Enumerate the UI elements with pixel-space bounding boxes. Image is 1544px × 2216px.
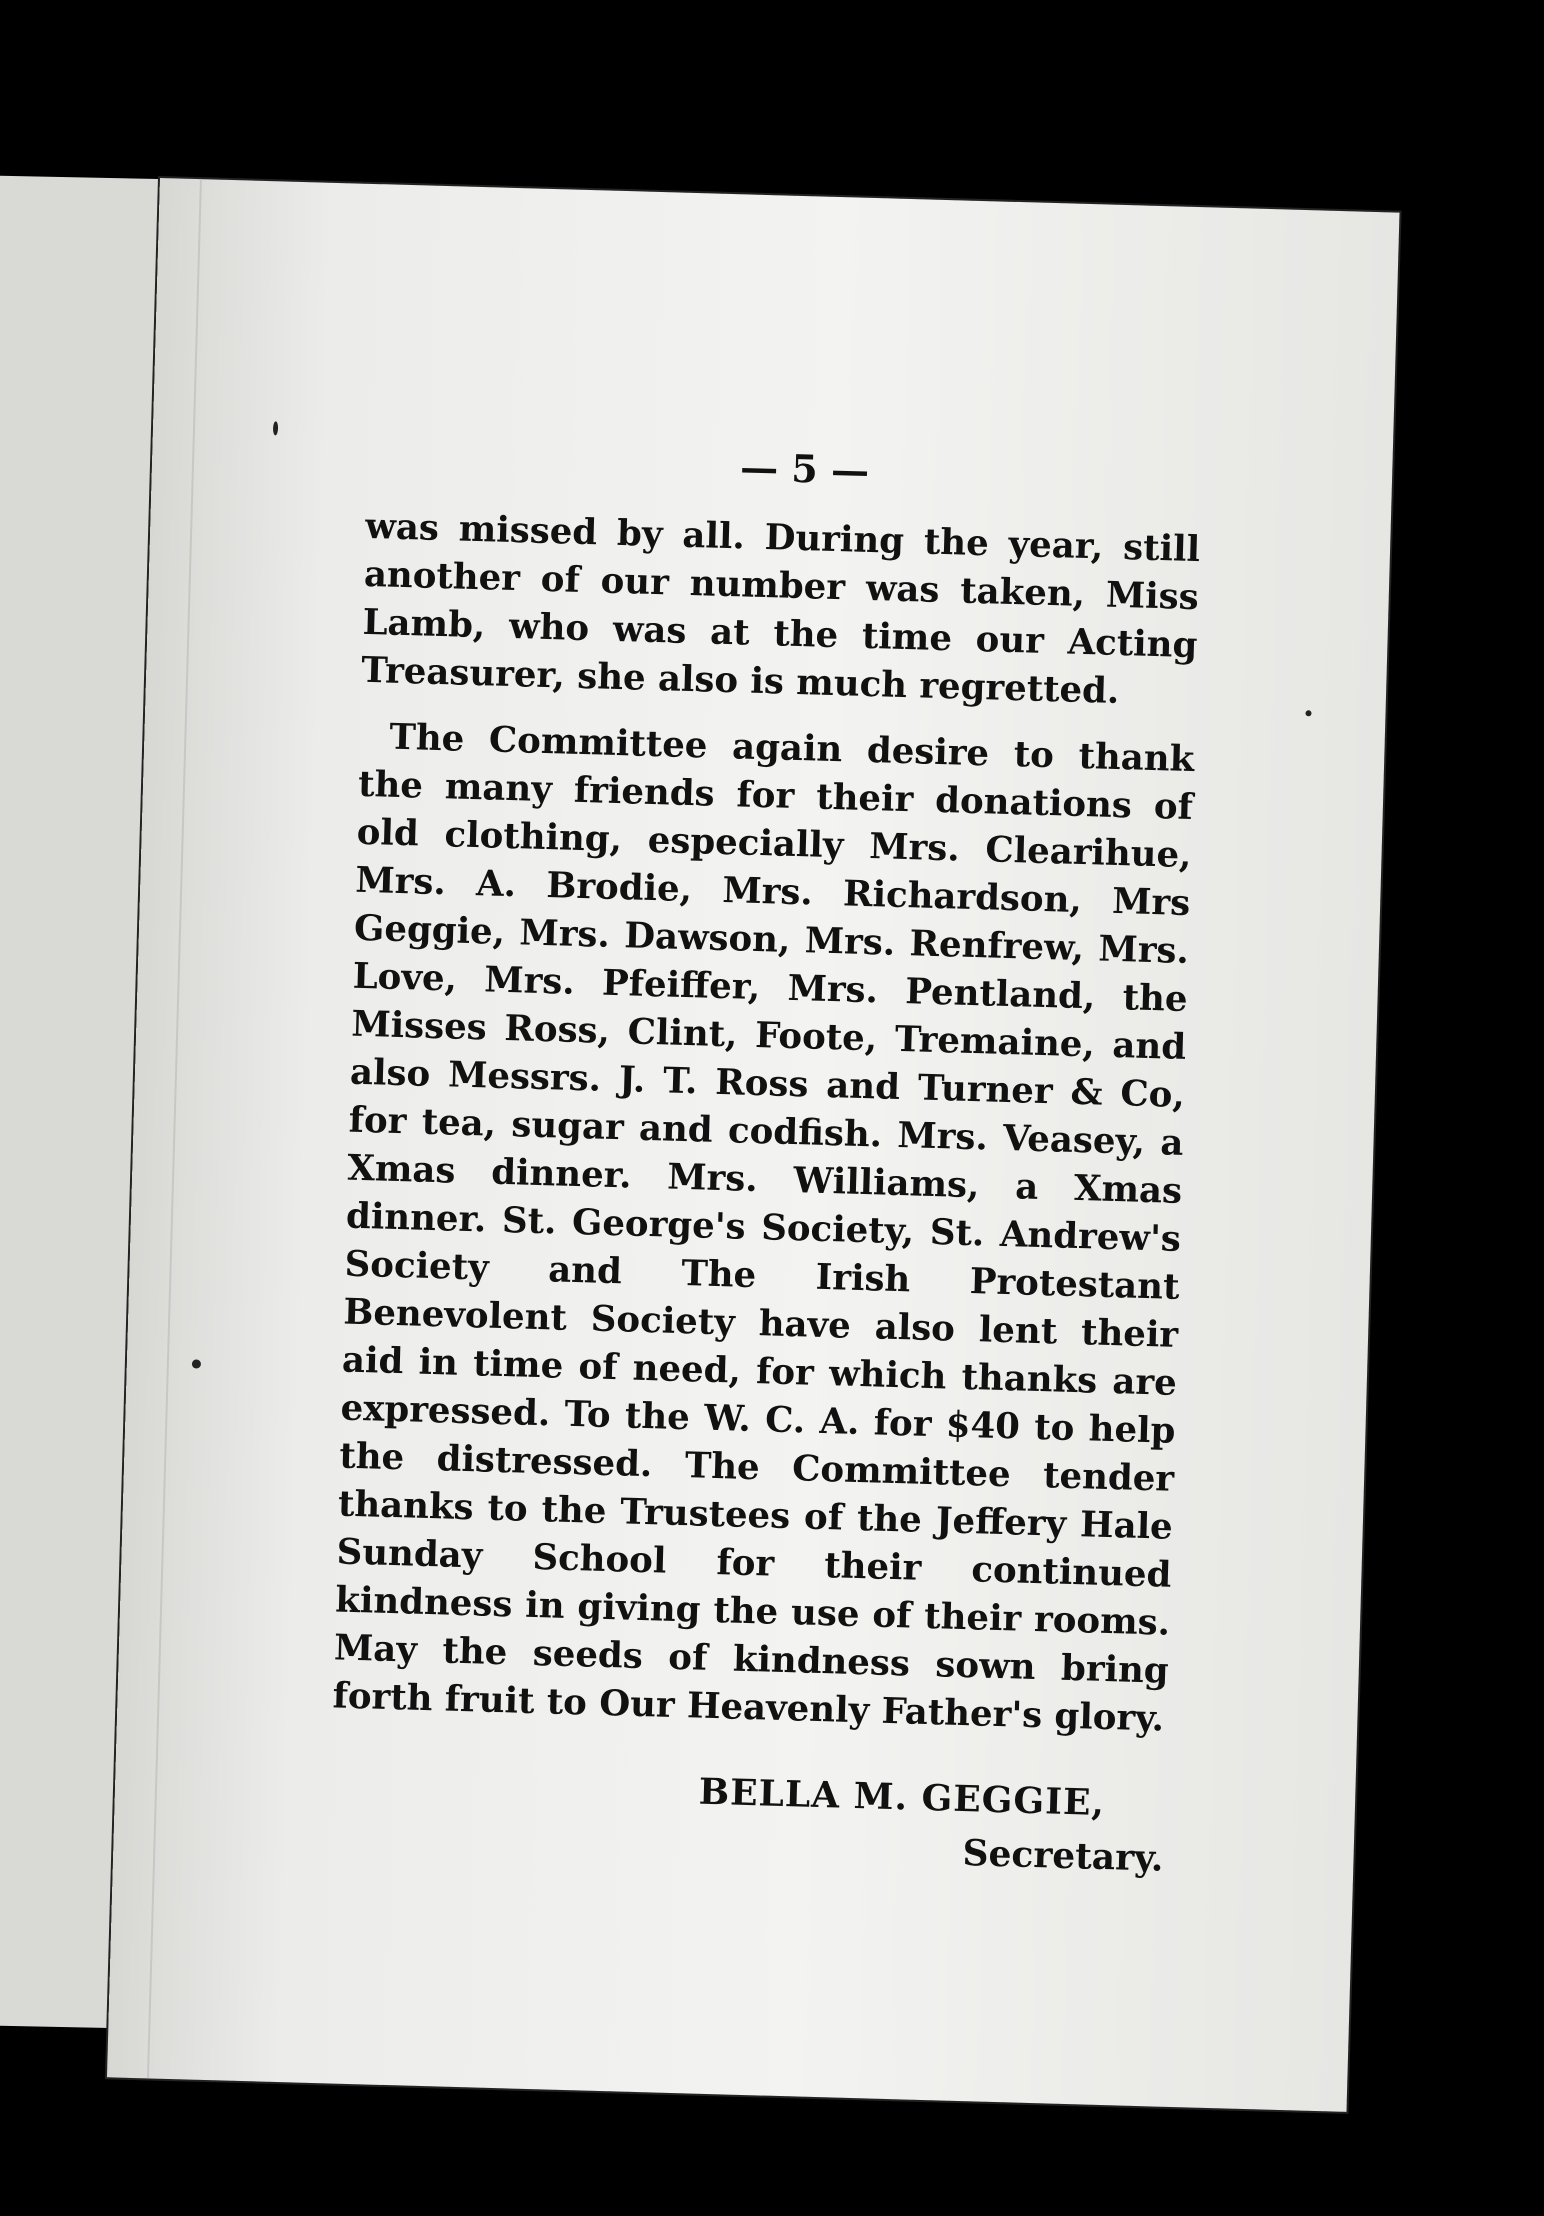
signature-title: Secretary.	[962, 1832, 1165, 1880]
ink-fleck	[1305, 710, 1311, 716]
ink-fleck	[273, 421, 278, 435]
page-number: — 5 —	[739, 444, 870, 493]
paragraph: The Committee again desire to thank the many friends for their donations of old clothing, especially Mrs. Clearihue, Mrs. A. Brodie, Mrs. Richardson, Mrs Geggie, Mrs. Dawson, Mrs. Renfrew, Mrs. Love, Mrs. Pfeiffer, Mrs. Pentland, the Misses Ross, Clint, Foote, Tremaine, and also Messrs. J. T. Ross and Turner & Co, for tea, sugar and codfish. Mrs. Veasey, a Xmas dinner. Mrs. Williams, a Xmas dinner. St. George's Society, St. Andrew's Society and The Irish Protestant Benevolent Society have also lent their aid in time of need, for which thanks are expressed. To the W. C. A. for $40 to help the distressed. The Committee tender thanks to the Trustees of the Jeffery Hale Sunday School for their continued kindness in giving the use of their rooms. May the seeds of kindness sown bring forth fruit to Our Heavenly Father's glory.	[332, 716, 1195, 1740]
paragraph: was missed by all. During the year, still another of our number was taken, Miss Lamb, who was at the time our Acting Treasurer, she also is much regretted.	[360, 505, 1201, 712]
ink-fleck	[192, 1359, 201, 1368]
document-page	[107, 178, 1400, 2112]
page-seam	[147, 179, 202, 2078]
signature-name: BELLA M. GEGGIE,	[698, 1770, 1106, 1825]
page-text-block	[328, 434, 1202, 1880]
